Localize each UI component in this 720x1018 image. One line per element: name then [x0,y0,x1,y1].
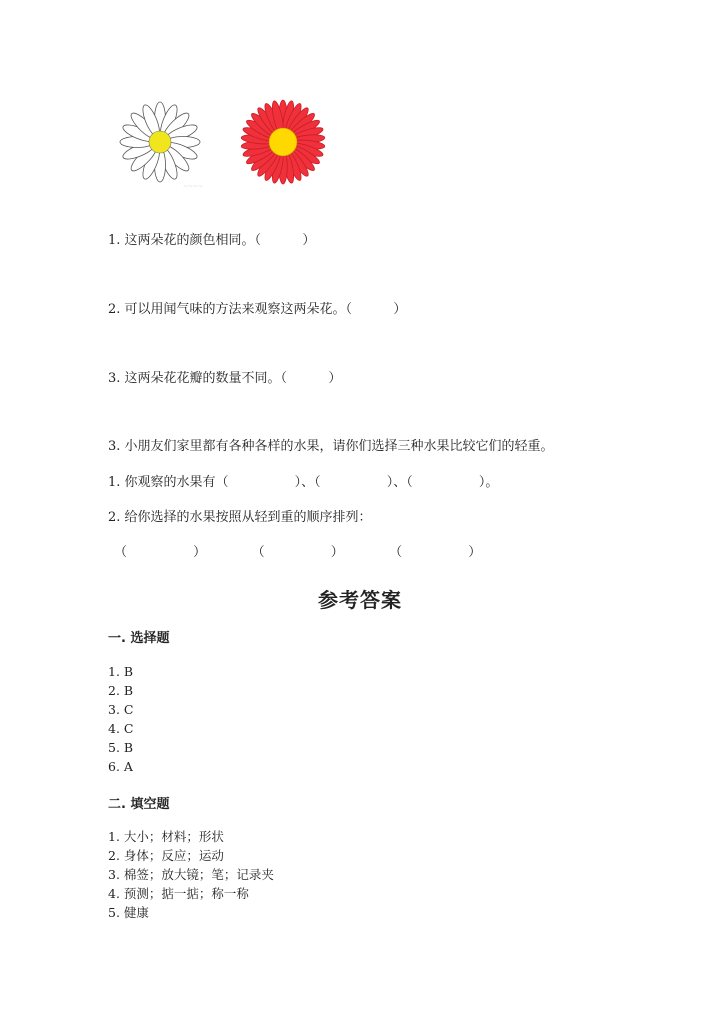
answer-item: 4. C [108,721,134,736]
section-heading-choice: 一. 选择题 [108,631,170,646]
red-daisy [241,100,325,184]
fruit-question-2: 2. 给你选择的水果按照从轻到重的顺序排列： [108,510,372,525]
section-heading-fill: 二. 填空题 [108,797,170,812]
question-1: 1. 这两朵花的颜色相同。（ ） [108,233,316,248]
answer-item: 1. 大小；材料；形状 [108,829,224,844]
fruit-question-intro: 3. 小朋友们家里都有各种各样的水果，请你们选择三种水果比较它们的轻重。 [108,439,554,454]
answer-item: 2. B [108,683,134,698]
answer-item: 6. A [108,759,133,774]
white-daisy [120,102,200,182]
question-3: 3. 这两朵花花瓣的数量不同。（ ） [108,371,342,386]
flowers-illustration [110,92,340,202]
fruit-question-1: 1. 你观察的水果有（ ）、（ ）、（ ）。 [108,475,499,490]
answer-item: 3. C [108,702,134,717]
answer-item: 5. 健康 [108,905,149,920]
image-watermark: ~~~~ [183,183,204,190]
answer-item: 2. 身体；反应；运动 [108,848,224,863]
answer-item: 1. B [108,664,134,679]
question-2: 2. 可以用闻气味的方法来观察这两朵花。（ ） [108,302,407,317]
answers-fill [108,827,274,922]
answer-title: 参考答案 [318,588,402,612]
answer-item: 3. 棉签；放大镜；笔；记录夹 [108,867,274,882]
answer-item: 4. 预测；掂一掂；称一称 [108,886,249,901]
answers-choice [108,662,133,776]
answer-item: 5. B [108,740,134,755]
fruit-order-blanks: （ ） （ ） （ ） [114,545,482,560]
